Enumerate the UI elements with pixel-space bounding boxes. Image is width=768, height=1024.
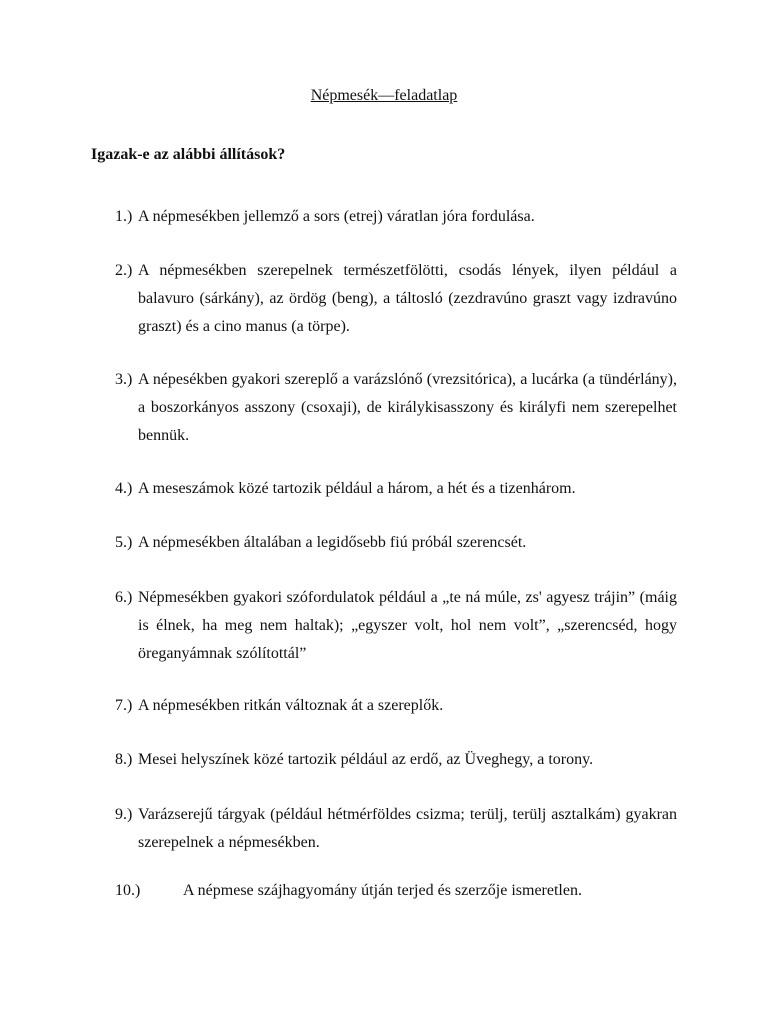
instruction-heading: Igazak-e az alábbi állítások? xyxy=(91,146,286,163)
question-number: 10.) xyxy=(115,882,141,899)
question-text: A meseszámok közé tartozik például a három, a hét és a tizenhárom. xyxy=(138,480,576,497)
question-text: Varázserejű tárgyak (például hétmérföldes csizma; terülj, terülj asztalkám) gyakran szerepelnek a népmesékben. xyxy=(138,806,677,851)
question-number: 9.) xyxy=(115,806,133,823)
question-number: 6.) xyxy=(115,589,133,606)
page-title: Népmesék—feladatlap xyxy=(310,87,458,104)
question-text: A népesékben gyakori szereplő a varázslónő (vrezsitórica), a lucárka (a tündérlány), a boszorkányos asszony (csoxaji), de királykisasszony és királyfi nem szerepelhet bennük. xyxy=(138,371,677,444)
question-number: 5.) xyxy=(115,534,133,551)
question-text: A népmesékben ritkán változnak át a szereplők. xyxy=(138,697,444,714)
question-number: 7.) xyxy=(115,697,133,714)
question-number: 3.) xyxy=(115,371,133,388)
question-number: 2.) xyxy=(115,262,133,279)
question-text: Népmesékben gyakori szófordulatok például a „te ná múle, zs' agyesz trájin” (máig is élnek, ha meg nem haltak); „egyszer volt, hol nem volt”, „szerencséd, hogy öreganyámnak szólítottál” xyxy=(138,589,677,662)
question-number: 1.) xyxy=(115,208,133,225)
question-text: A népmesékben általában a legidősebb fiú próbál szerencsét. xyxy=(138,534,527,551)
question-text: A népmesékben szerepelnek természetfölötti, csodás lények, ilyen például a balavuro (sárkány), az ördög (beng), a táltosló (zezdravúno graszt vagy izdravúno graszt) és a cino manus (a törpe). xyxy=(138,262,677,335)
question-text: Mesei helyszínek közé tartozik például az erdő, az Üveghegy, a torony. xyxy=(138,751,594,768)
question-text: A népmese szájhagyomány útján terjed és szerzője ismeretlen. xyxy=(183,882,582,899)
question-text: A népmesékben jellemző a sors (etrej) váratlan jóra fordulása. xyxy=(138,208,535,225)
question-number: 8.) xyxy=(115,751,133,768)
question-number: 4.) xyxy=(115,480,133,497)
